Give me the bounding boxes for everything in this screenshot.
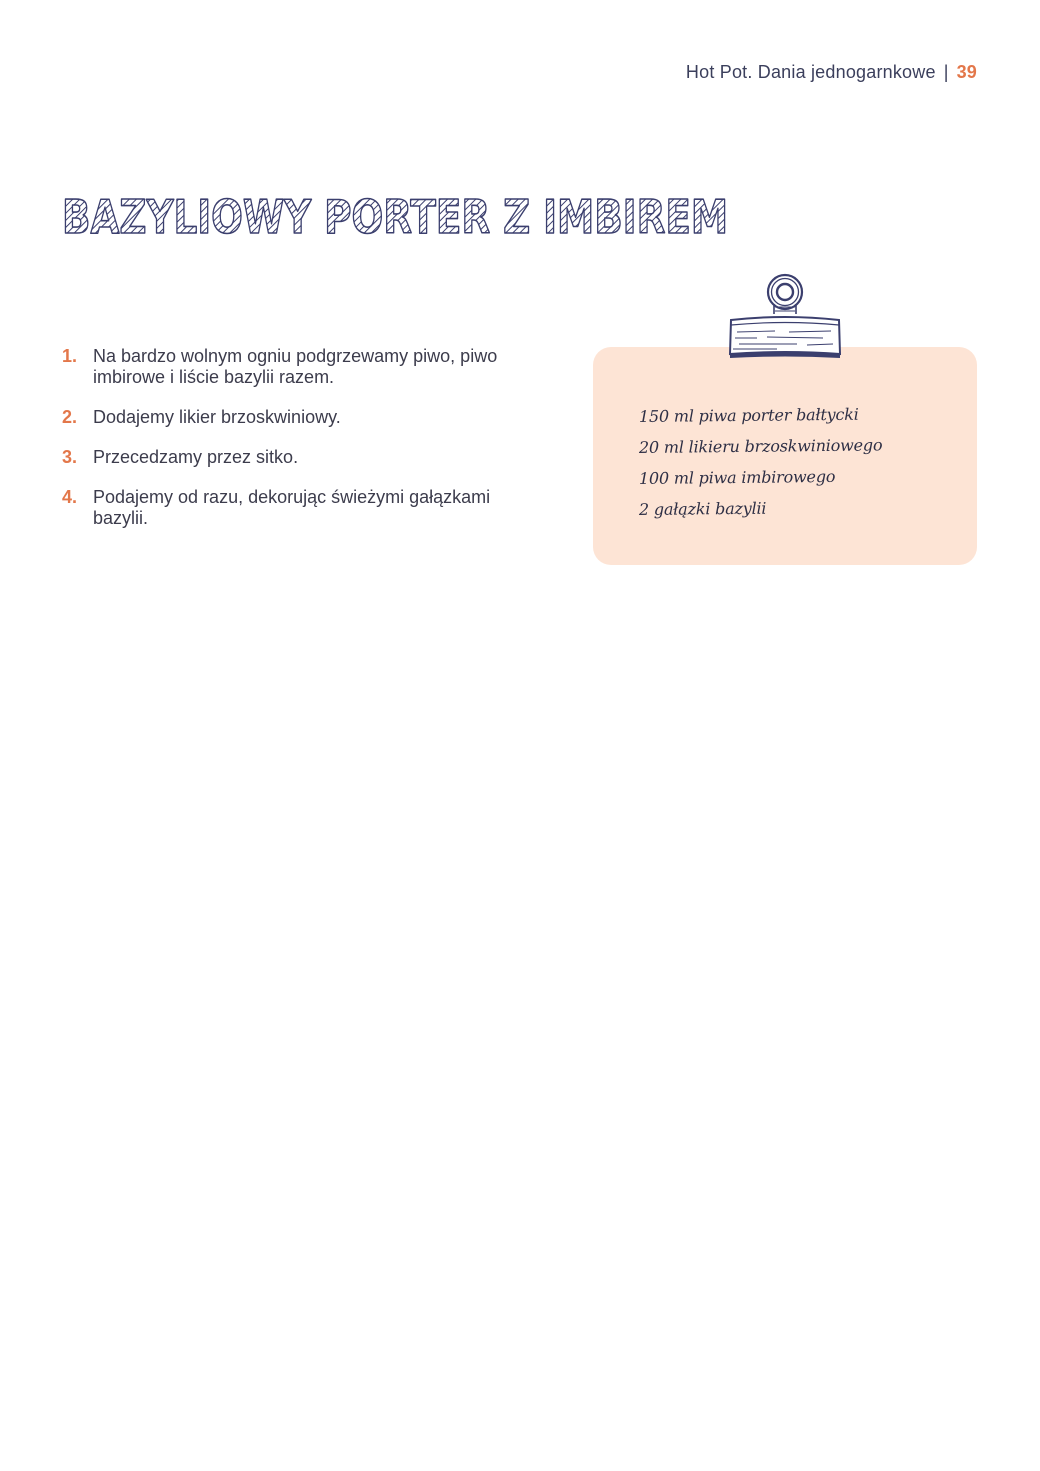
step-item xyxy=(62,346,522,388)
step-text: Podajemy od razu, dekorując świeżymi gałązkami bazylii. xyxy=(93,487,491,528)
step-item xyxy=(62,487,522,529)
step-text: Na bardzo wolnym ogniu podgrzewamy piwo, piwo imbirowe i liście bazylii razem. xyxy=(93,346,498,387)
running-header xyxy=(686,62,977,83)
page-number: 39 xyxy=(956,62,977,82)
preparation-steps xyxy=(62,346,522,548)
step-item xyxy=(62,447,522,468)
ingredients-list xyxy=(639,401,882,525)
step-text: Przecedzamy przez sitko. xyxy=(93,447,299,467)
step-number: 2. xyxy=(62,407,78,427)
step-text: Dodajemy likier brzoskwiniowy. xyxy=(93,407,341,427)
recipe-title xyxy=(62,188,762,248)
ingredient-item: 150 ml piwa porter bałtycki xyxy=(638,404,859,426)
header-separator: | xyxy=(943,62,949,82)
step-number: 1. xyxy=(62,346,78,366)
step-number: 4. xyxy=(62,487,78,507)
ingredient-item: 20 ml likieru brzoskwiniowego xyxy=(638,435,883,457)
ingredient-item: 2 gałązki bazylii xyxy=(638,498,767,519)
ingredients-card xyxy=(593,347,977,565)
recipe-title-text: BAZYLIOWY PORTER Z IMBIREM xyxy=(62,190,728,244)
step-number: 3. xyxy=(62,447,78,467)
book-title: Hot Pot. Dania jednogarnkowe xyxy=(685,62,936,82)
step-item xyxy=(62,407,522,428)
binder-clip-icon xyxy=(727,270,843,360)
ingredient-item: 100 ml piwa imbirowego xyxy=(638,466,836,488)
